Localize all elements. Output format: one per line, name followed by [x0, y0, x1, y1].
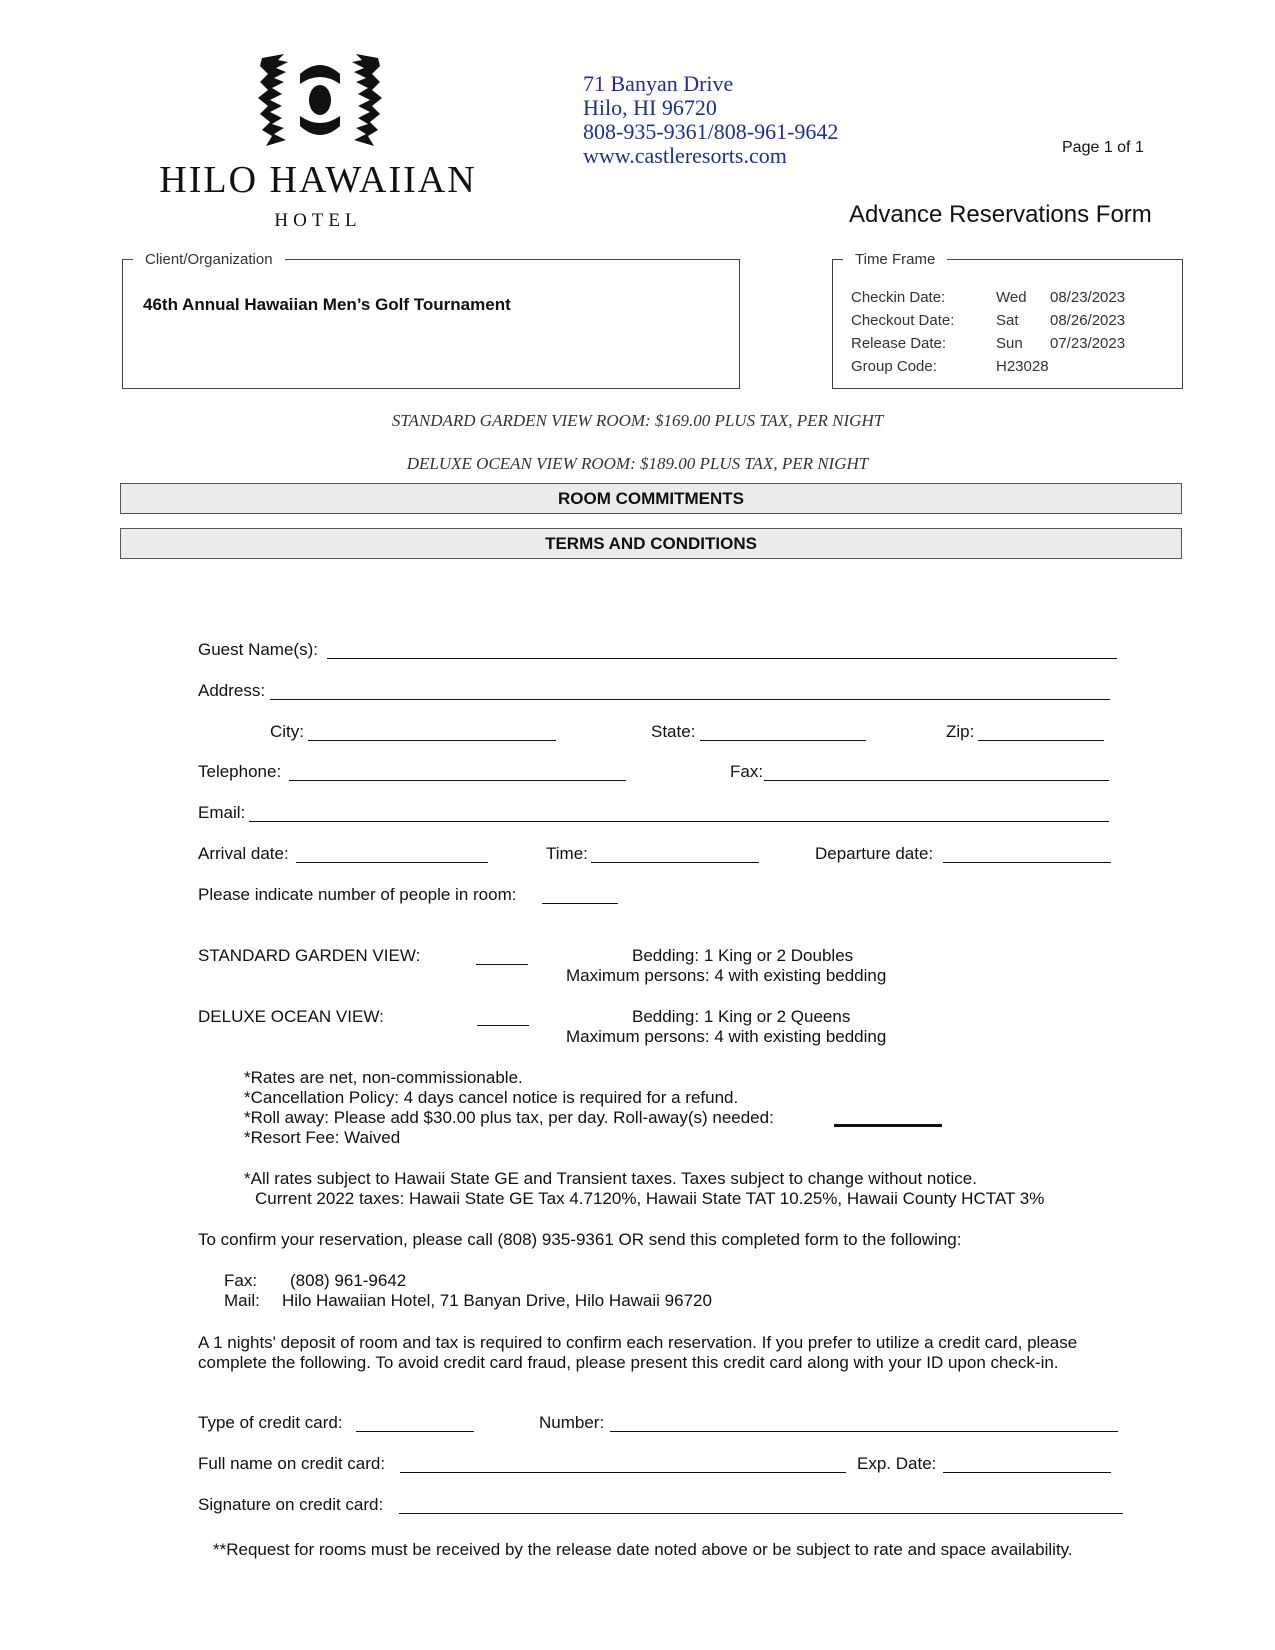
hotel-logo-mark [258, 50, 382, 150]
zip-label: Zip: [946, 722, 975, 741]
standard-garden-view-label: STANDARD GARDEN VIEW: [198, 946, 421, 965]
checkout-date: 08/26/2023 [1050, 312, 1126, 329]
standard-bedding: Bedding: 1 King or 2 Doubles [632, 946, 854, 965]
checkin-day: Wed [996, 289, 1027, 306]
telephone-label: Telephone: [198, 762, 282, 781]
card-type-input[interactable] [356, 1431, 474, 1432]
deluxe-bedding: Bedding: 1 King or 2 Queens [632, 1007, 851, 1026]
hotel-logo-subtitle: HOTEL [274, 210, 362, 231]
release-date: 07/23/2023 [1050, 335, 1126, 352]
people-count-input[interactable] [542, 903, 618, 904]
standard-garden-view-qty-input[interactable] [476, 964, 528, 965]
arrival-date-input[interactable] [296, 862, 488, 863]
card-signature-input[interactable] [399, 1513, 1123, 1514]
client-name: 46th Annual Hawaiian Men’s Golf Tournament [143, 295, 511, 314]
form-title: Advance Reservations Form [849, 201, 1152, 228]
city-label: City: [270, 722, 304, 741]
mail-contact-label: Mail: [224, 1291, 260, 1310]
standard-max-persons: Maximum persons: 4 with existing bedding [566, 966, 887, 985]
fax-label: Fax: [730, 762, 764, 781]
note-resort-fee: *Resort Fee: Waived [244, 1128, 401, 1147]
mail-contact-value: Hilo Hawaiian Hotel, 71 Banyan Drive, Hilo Hawaii 96720 [282, 1291, 712, 1310]
tax-rates: Current 2022 taxes: Hawaii State GE Tax 4.7120%, Hawaii State TAT 10.25%, Hawaii County HCTAT 3% [255, 1189, 1045, 1208]
checkout-day: Sat [996, 312, 1019, 329]
time-input[interactable] [591, 862, 759, 863]
release-date-footnote: **Request for rooms must be received by the release date noted above or be subject to rate and space availability. [213, 1540, 1073, 1559]
checkin-date: 08/23/2023 [1050, 289, 1126, 306]
card-number-label: Number: [539, 1413, 605, 1432]
deposit-line-1: A 1 nights' deposit of room and tax is required to confirm each reservation. If you prefer to utilize a credit card, please [198, 1333, 1078, 1352]
state-input[interactable] [700, 740, 866, 741]
terms-conditions-header: TERMS AND CONDITIONS [120, 528, 1182, 559]
release-label: Release Date: [851, 335, 947, 352]
release-day: Sun [996, 335, 1023, 352]
people-count-label: Please indicate number of people in room: [198, 885, 517, 904]
roll-away-input[interactable] [834, 1124, 942, 1127]
contact-phones: 808-935-9361/808-961-9642 [583, 119, 839, 144]
guest-name-input[interactable] [327, 658, 1117, 659]
hotel-logo-name: HILO HAWAIIAN [159, 159, 477, 201]
confirm-instructions: To confirm your reservation, please call (808) 935-9361 OR send this completed form to the following: [198, 1230, 962, 1249]
departure-date-input[interactable] [943, 862, 1111, 863]
hotel-contact [583, 72, 838, 168]
group-code-label: Group Code: [851, 358, 937, 375]
room-commitments-header: ROOM COMMITMENTS [120, 483, 1182, 514]
email-input[interactable] [249, 821, 1109, 822]
card-signature-label: Signature on credit card: [198, 1495, 384, 1514]
zip-input[interactable] [978, 740, 1104, 741]
client-legend: Client/Organization [145, 251, 273, 268]
address-input[interactable] [270, 699, 1110, 700]
page-number: Page 1 of 1 [1062, 139, 1144, 156]
time-frame-legend: Time Frame [855, 251, 936, 268]
note-roll-away: *Roll away: Please add $30.00 plus tax, per day. Roll-away(s) needed: [244, 1108, 774, 1127]
guest-name-label: Guest Name(s): [198, 640, 318, 659]
card-type-label: Type of credit card: [198, 1413, 343, 1432]
checkin-label: Checkin Date: [851, 289, 946, 306]
city-input[interactable] [308, 740, 556, 741]
note-cancellation: *Cancellation Policy: 4 days cancel notice is required for a refund. [244, 1088, 739, 1107]
telephone-input[interactable] [289, 780, 626, 781]
deluxe-ocean-view-qty-input[interactable] [477, 1025, 529, 1026]
contact-address-line2: Hilo, HI 96720 [583, 95, 717, 120]
fax-input[interactable] [764, 780, 1109, 781]
contact-website[interactable]: www.castleresorts.com [583, 143, 787, 168]
card-fullname-input[interactable] [400, 1472, 846, 1473]
time-frame-box [832, 251, 1183, 389]
deluxe-max-persons: Maximum persons: 4 with existing bedding [566, 1027, 887, 1046]
contact-address-line1: 71 Banyan Drive [583, 71, 734, 96]
arrival-date-label: Arrival date: [198, 844, 289, 863]
state-label: State: [651, 722, 696, 741]
time-label: Time: [546, 844, 588, 863]
card-number-input[interactable] [610, 1431, 1118, 1432]
departure-date-label: Departure date: [815, 844, 934, 863]
client-organization-box [122, 251, 740, 389]
address-label: Address: [198, 681, 266, 700]
card-exp-label: Exp. Date: [857, 1454, 937, 1473]
note-rates: *Rates are net, non-commissionable. [244, 1068, 523, 1087]
deluxe-ocean-view-label: DELUXE OCEAN VIEW: [198, 1007, 384, 1026]
fax-contact-label: Fax: [224, 1271, 258, 1290]
checkout-label: Checkout Date: [851, 312, 955, 329]
card-fullname-label: Full name on credit card: [198, 1454, 386, 1473]
group-code-value: H23028 [996, 358, 1049, 375]
card-exp-input[interactable] [943, 1472, 1111, 1473]
rate-deluxe: DELUXE OCEAN VIEW ROOM: $189.00 PLUS TAX, PER NIGHT [406, 454, 869, 473]
fax-contact-value: (808) 961-9642 [290, 1271, 407, 1290]
email-label: Email: [198, 803, 246, 822]
rate-standard: STANDARD GARDEN VIEW ROOM: $169.00 PLUS TAX, PER NIGHT [391, 411, 884, 430]
deposit-line-2: complete the following. To avoid credit card fraud, please present this credit card along with your ID upon check-in. [198, 1353, 1059, 1372]
tax-note: *All rates subject to Hawaii State GE and Transient taxes. Taxes subject to change without notice. [244, 1169, 977, 1188]
